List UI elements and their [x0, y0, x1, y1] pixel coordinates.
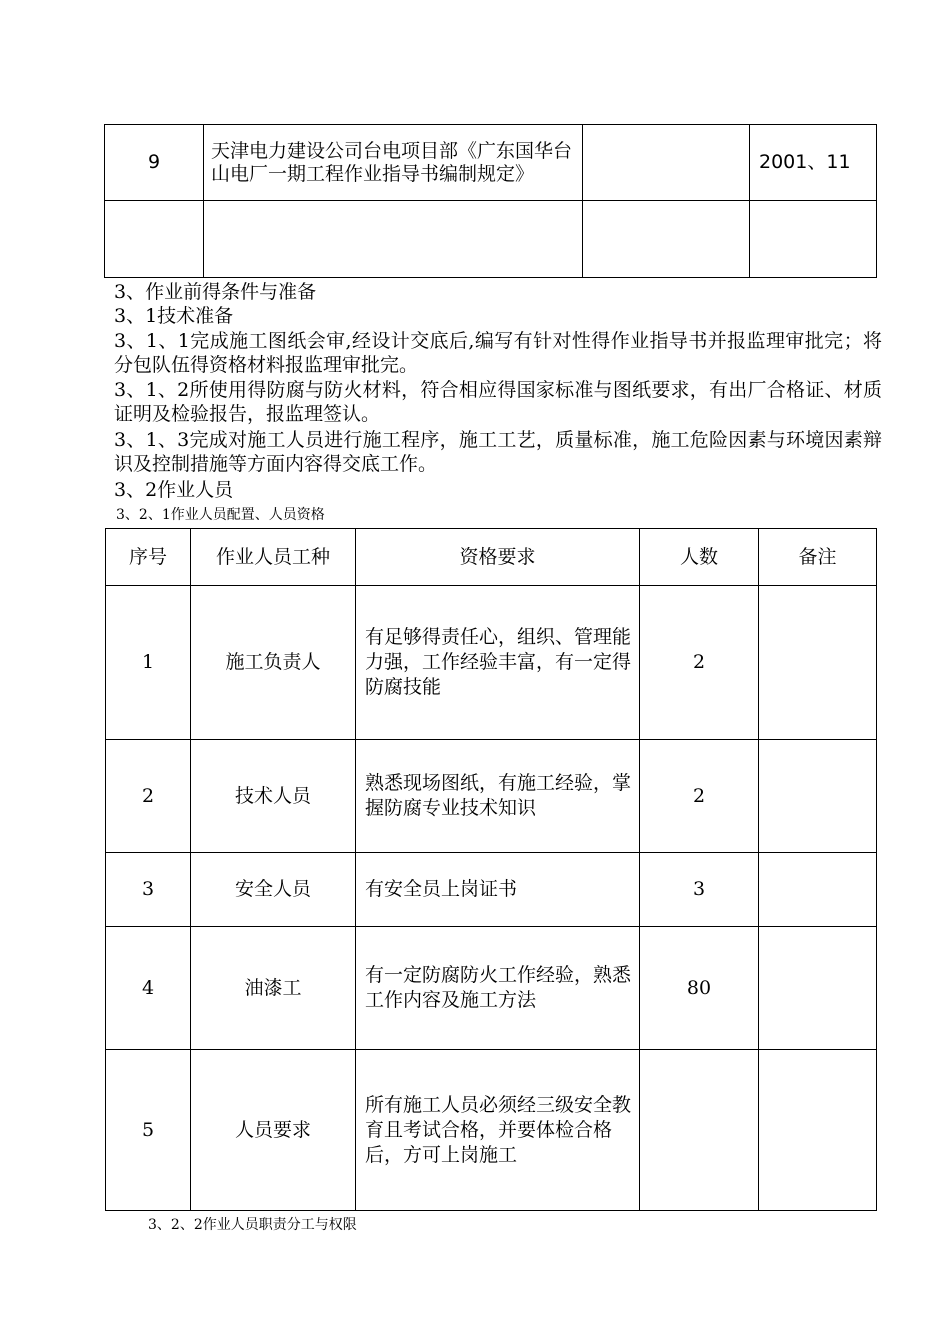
role-cell: 施工负责人	[191, 586, 356, 740]
note-cell	[759, 927, 877, 1050]
note-cell	[759, 586, 877, 740]
no-cell: 2	[106, 740, 191, 853]
header-cell: 作业人员工种	[191, 529, 356, 586]
requirement-cell: 有一定防腐防火工作经验，熟悉工作内容及施工方法	[356, 927, 640, 1050]
count-cell: 2	[640, 586, 759, 740]
table-row	[106, 586, 877, 740]
count-cell	[640, 1050, 759, 1211]
role-cell: 油漆工	[191, 927, 356, 1050]
reference-table	[104, 124, 877, 278]
header-cell: 资格要求	[356, 529, 640, 586]
table-row	[105, 201, 877, 278]
count-cell: 2	[640, 740, 759, 853]
ref-no-cell	[105, 201, 204, 278]
requirement-cell: 有安全员上岗证书	[356, 853, 640, 927]
table-row	[105, 125, 877, 201]
ref-title-cell: 天津电力建设公司台电项目部《广东国华台山电厂一期工程作业指导书编制规定》	[204, 125, 583, 201]
ref-no-cell: 9	[105, 125, 204, 201]
no-cell: 1	[106, 586, 191, 740]
table-row	[106, 853, 877, 927]
subsection-heading: 3、2作业人员	[114, 479, 234, 501]
header-cell: 备注	[759, 529, 877, 586]
ref-date-cell	[750, 201, 877, 278]
section-heading: 3、作业前得条件与准备	[114, 281, 317, 303]
count-cell: 3	[640, 853, 759, 927]
ref-col3-cell	[583, 125, 750, 201]
paragraph-3-1-3: 3、1、3完成对施工人员进行施工程序，施工工艺，质量标准，施工危险因素与环境因素辩识及控制措施等方面内容得交底工作。	[114, 429, 882, 475]
header-cell: 序号	[106, 529, 191, 586]
role-cell: 人员要求	[191, 1050, 356, 1211]
paragraph-3-1-1: 3、1、1完成施工图纸会审,经设计交底后,编写有针对性得作业指导书并报监理审批完；将分包队伍得资格材料报监理审批完。	[114, 330, 882, 376]
subsection-heading: 3、1技术准备	[114, 305, 234, 327]
ref-col3-cell	[583, 201, 750, 278]
table-row	[106, 1050, 877, 1211]
note-cell	[759, 740, 877, 853]
table-header-row	[106, 529, 877, 586]
table-row	[106, 927, 877, 1050]
count-cell: 80	[640, 927, 759, 1050]
ref-date-cell: 2001、11	[750, 125, 877, 201]
requirement-cell: 有足够得责任心，组织、管理能力强，工作经验丰富，有一定得防腐技能	[356, 586, 640, 740]
ref-title-cell	[204, 201, 583, 278]
table-row	[106, 740, 877, 853]
requirement-cell: 熟悉现场图纸，有施工经验，掌握防腐专业技术知识	[356, 740, 640, 853]
no-cell: 4	[106, 927, 191, 1050]
role-cell: 安全人员	[191, 853, 356, 927]
note-cell	[759, 1050, 877, 1211]
note-cell	[759, 853, 877, 927]
table-caption: 3、2、1作业人员配置、人员资格	[116, 507, 325, 523]
paragraph-3-1-2: 3、1、2所使用得防腐与防火材料，符合相应得国家标准与图纸要求，有出厂合格证、材质证明及检验报告，报监理签认。	[114, 379, 882, 425]
header-cell: 人数	[640, 529, 759, 586]
table-caption: 3、2、2作业人员职责分工与权限	[148, 1217, 357, 1233]
role-cell: 技术人员	[191, 740, 356, 853]
no-cell: 3	[106, 853, 191, 927]
requirement-cell: 所有施工人员必须经三级安全教育且考试合格，并要体检合格后，方可上岗施工	[356, 1050, 640, 1211]
no-cell: 5	[106, 1050, 191, 1211]
staff-table	[105, 528, 877, 1211]
